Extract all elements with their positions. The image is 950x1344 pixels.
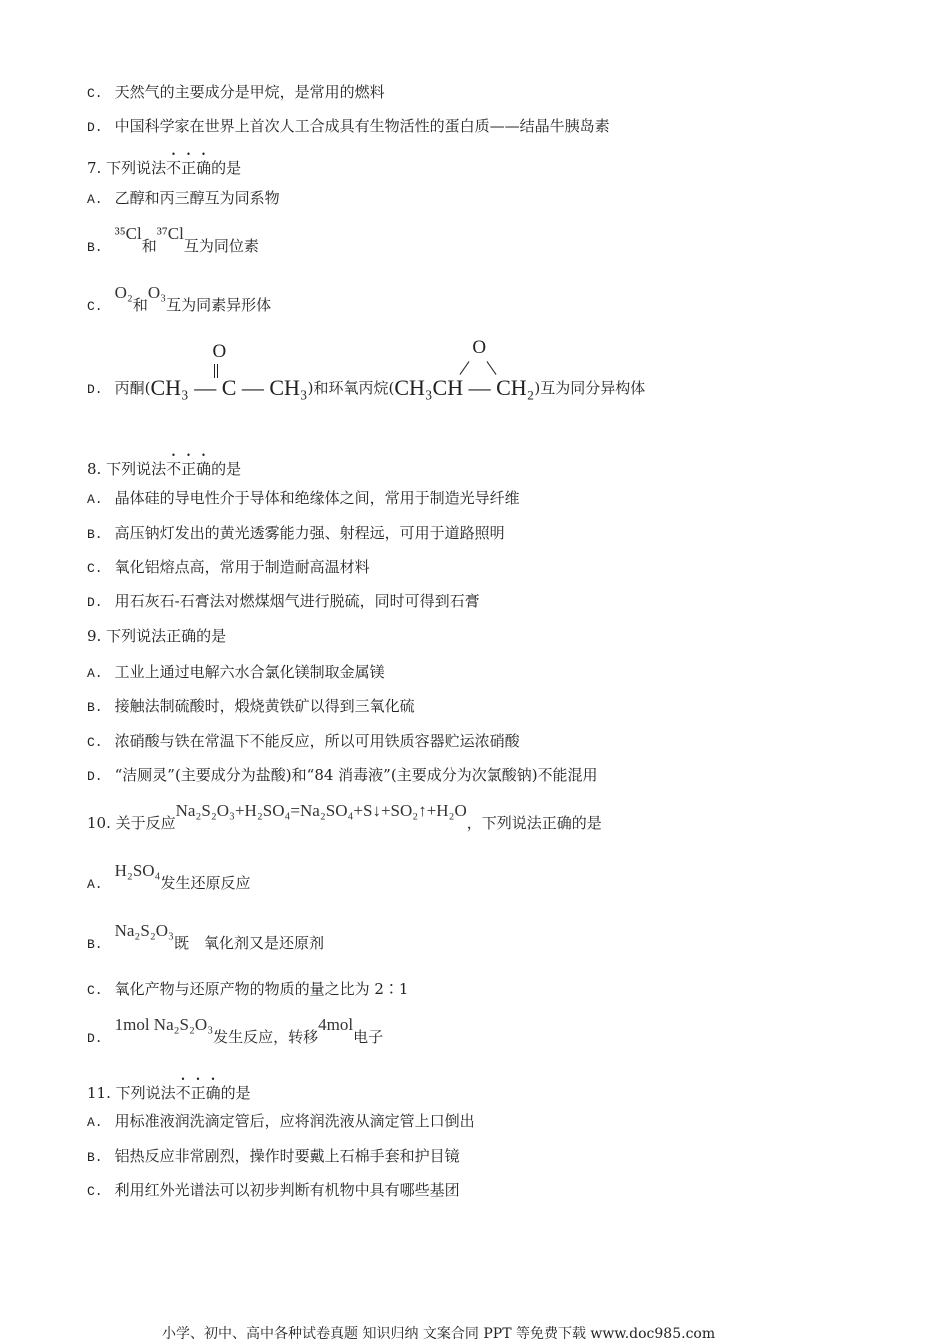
option-label: B. bbox=[87, 527, 103, 542]
option-text: 电子 bbox=[353, 1028, 384, 1046]
formula: O₂ bbox=[114, 283, 133, 302]
q8-option-a bbox=[87, 488, 520, 510]
page-footer: 小学、初中、高中各种试卷真题 知识归纳 文案合同 PPT 等免费下载 www.doc985.com bbox=[162, 1326, 716, 1342]
emphasis-text: 不正确 bbox=[166, 460, 212, 478]
question-text: 9. 下列说法正确的是 bbox=[87, 627, 227, 645]
option-text: 发生还原反应 bbox=[160, 874, 251, 892]
option-label: C. bbox=[87, 983, 103, 998]
option-text: 中国科学家在世界上首次人工合成具有生物活性的蛋白质——结晶牛胰岛素 bbox=[114, 117, 610, 135]
option-text: 铝热反应非常剧烈，操作时要戴上石棉手套和护目镜 bbox=[114, 1147, 460, 1165]
option-text: 既 氧化剂又是还原剂 bbox=[173, 934, 324, 952]
q8-option-c bbox=[87, 557, 370, 579]
oxygen-atom: O bbox=[472, 337, 487, 358]
structural-formula: CH₃CH — CH₂ bbox=[394, 375, 535, 400]
q7-stem bbox=[87, 150, 241, 178]
q7-option-d bbox=[87, 337, 646, 400]
q8-option-d bbox=[87, 591, 480, 613]
q9-stem bbox=[87, 626, 226, 646]
q10-option-a bbox=[87, 861, 251, 895]
question-text: ，下列说法正确的是 bbox=[466, 814, 602, 832]
q9-option-a bbox=[87, 662, 385, 684]
option-text: 用石灰石-石膏法对燃煤烟气进行脱硫，同时可得到石膏 bbox=[114, 592, 480, 610]
formula: ³⁷Cl bbox=[156, 224, 184, 243]
option-label: D. bbox=[87, 382, 103, 397]
bond-line bbox=[460, 361, 470, 375]
q10-option-b bbox=[87, 921, 324, 955]
oxygen-atom: O bbox=[212, 341, 227, 362]
option-text: )互为同分异构体 bbox=[534, 379, 646, 397]
q10-option-d bbox=[87, 1015, 384, 1049]
option-label: B. bbox=[87, 937, 103, 952]
option-label: B. bbox=[87, 1150, 103, 1165]
option-label: A. bbox=[87, 666, 103, 681]
q8-stem bbox=[87, 451, 241, 479]
option-text: )和环氧丙烷( bbox=[307, 379, 395, 397]
option-label: C. bbox=[87, 735, 103, 750]
option-text: 用标准液润洗滴定管后，应将润洗液从滴定管上口倒出 bbox=[114, 1112, 475, 1130]
formula: O₃ bbox=[147, 283, 167, 302]
option-label: A. bbox=[87, 492, 103, 507]
option-text: 互为同位素 bbox=[183, 237, 259, 255]
formula: ³⁵Cl bbox=[114, 224, 142, 243]
q11-option-a bbox=[87, 1111, 475, 1133]
bond-line bbox=[487, 361, 497, 375]
question-text: 的是 bbox=[211, 460, 242, 478]
q11-stem bbox=[87, 1075, 251, 1103]
option-text: 晶体硅的导电性介于导体和绝缘体之间，常用于制造光导纤维 bbox=[114, 489, 520, 507]
option-label: C. bbox=[87, 561, 103, 576]
option-text: “洁厕灵”(主要成分为盐酸)和“84 消毒液”(主要成分为次氯酸钠)不能混用 bbox=[114, 766, 598, 784]
acetone-structure bbox=[150, 341, 308, 400]
option-text: 和 bbox=[141, 237, 157, 255]
option-label: A. bbox=[87, 192, 103, 207]
option-text: 和 bbox=[132, 296, 148, 314]
option-label: D. bbox=[87, 769, 103, 784]
option-label: A. bbox=[87, 1115, 103, 1130]
option-label: B. bbox=[87, 700, 103, 715]
q7-option-b bbox=[87, 224, 259, 258]
option-text: 天然气的主要成分是甲烷，是常用的燃料 bbox=[114, 83, 385, 101]
option-text: 工业上通过电解六水合氯化镁制取金属镁 bbox=[114, 663, 385, 681]
option-text: 利用红外光谱法可以初步判断有机物中具有哪些基团 bbox=[114, 1181, 460, 1199]
q9-option-c bbox=[87, 731, 520, 753]
epoxypropane-structure bbox=[394, 337, 535, 400]
emphasis-text: 不正确 bbox=[166, 159, 212, 177]
q9-option-d bbox=[87, 765, 598, 787]
option-label: A. bbox=[87, 877, 103, 892]
question-text: 8. 下列说法 bbox=[87, 460, 167, 478]
structural-formula: CH₃ — C — CH₃ bbox=[150, 375, 308, 400]
question-text: 的是 bbox=[211, 159, 242, 177]
option-text: 乙醇和丙三醇互为同系物 bbox=[114, 189, 280, 207]
option-label: C. bbox=[87, 1184, 103, 1199]
question-text: 11. 下列说法 bbox=[87, 1084, 176, 1102]
option-label: D. bbox=[87, 120, 103, 135]
formula: H₂SO₄ bbox=[114, 861, 161, 880]
option-text: 丙酮( bbox=[114, 379, 151, 397]
option-text: 接触法制硫酸时，煅烧黄铁矿以得到三氧化硫 bbox=[114, 697, 415, 715]
q7-option-c bbox=[87, 283, 272, 317]
option-text: 浓硝酸与铁在常温下不能反应，所以可用铁质容器贮运浓硝酸 bbox=[114, 732, 520, 750]
option-label: B. bbox=[87, 240, 103, 255]
q9-option-b bbox=[87, 696, 415, 718]
emphasis-text: 不正确 bbox=[175, 1084, 221, 1102]
option-text: 发生反应，转移 bbox=[213, 1028, 319, 1046]
q6-option-c bbox=[87, 82, 385, 104]
option-label: C. bbox=[87, 86, 103, 101]
formula: 4mol bbox=[318, 1015, 354, 1034]
option-label: C. bbox=[87, 299, 103, 314]
question-text: 10. 关于反应 bbox=[87, 814, 176, 832]
q7-option-a bbox=[87, 188, 280, 210]
q10-stem bbox=[87, 801, 602, 833]
q11-option-c bbox=[87, 1180, 460, 1202]
option-label: D. bbox=[87, 1031, 103, 1046]
option-label: D. bbox=[87, 595, 103, 610]
question-text: 的是 bbox=[220, 1084, 251, 1102]
option-text: 互为同素异形体 bbox=[166, 296, 272, 314]
q11-option-b bbox=[87, 1146, 460, 1168]
formula: 1mol Na₂S₂O₃ bbox=[114, 1015, 214, 1034]
double-bond bbox=[214, 364, 218, 378]
option-text: 氧化铝熔点高，常用于制造耐高温材料 bbox=[114, 558, 370, 576]
option-text: 氧化产物与还原产物的物质的量之比为 2∶1 bbox=[114, 980, 409, 998]
q8-option-b bbox=[87, 523, 505, 545]
formula: Na₂S₂O₃ bbox=[114, 921, 174, 940]
reaction-equation: Na₂S₂O₃+H₂SO₄=Na₂SO₄+S↓+SO₂↑+H₂O bbox=[175, 801, 467, 820]
q6-option-d bbox=[87, 116, 610, 138]
question-text: 7. 下列说法 bbox=[87, 159, 167, 177]
q10-option-c bbox=[87, 979, 408, 1001]
option-text: 高压钠灯发出的黄光透雾能力强、射程远，可用于道路照明 bbox=[114, 524, 505, 542]
